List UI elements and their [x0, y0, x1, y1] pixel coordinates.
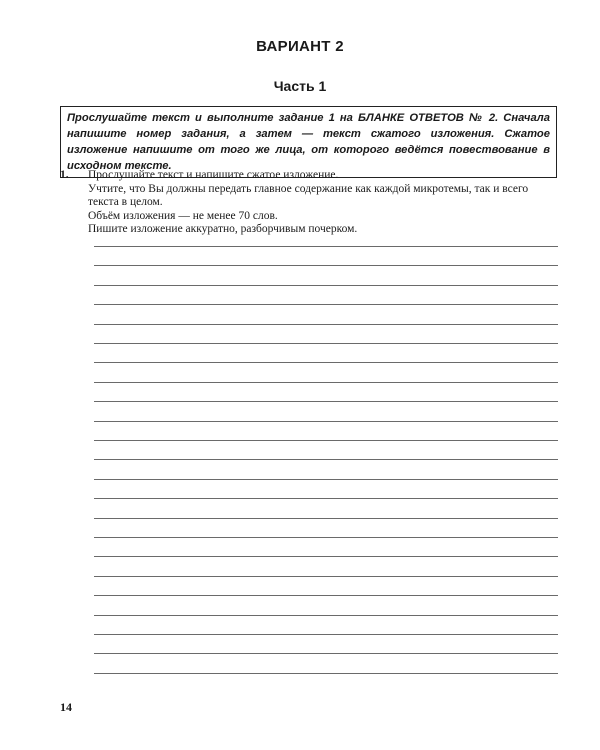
answer-line[interactable]: [94, 615, 558, 616]
task-line: Прослушайте текст и напишите сжатое изложение.: [88, 169, 339, 181]
instruction-text: Прослушайте текст и выполните задание 1 на БЛАНКЕ ОТВЕТОВ № 2. Сначала напишите номер задания, а затем — текст сжатого изложения. Сжатое изложение напишите от того же лица, от которого ведётся повествование в исходном тексте.: [67, 112, 550, 172]
answer-line[interactable]: [94, 518, 558, 519]
answer-line[interactable]: [94, 595, 558, 596]
answer-line[interactable]: [94, 498, 558, 499]
answer-line[interactable]: [94, 673, 558, 674]
answer-line[interactable]: [94, 479, 558, 480]
answer-line[interactable]: [94, 537, 558, 538]
task-body: [88, 169, 560, 237]
instruction-box: [60, 106, 557, 178]
answer-line[interactable]: [94, 324, 558, 325]
answer-line[interactable]: [94, 382, 558, 383]
task-1: [60, 169, 560, 237]
answer-line[interactable]: [94, 556, 558, 557]
answer-line[interactable]: [94, 421, 558, 422]
answer-line[interactable]: [94, 304, 558, 305]
page-number: 14: [60, 700, 72, 714]
answer-line[interactable]: [94, 265, 558, 266]
task-line: Объём изложения — не менее 70 слов.: [88, 209, 278, 222]
answer-line[interactable]: [94, 459, 558, 460]
answer-line[interactable]: [94, 440, 558, 441]
part-title: Часть 1: [273, 78, 327, 94]
task-line: Пишите изложение аккуратно, разборчивым почерком.: [88, 223, 358, 235]
answer-line[interactable]: [94, 576, 558, 577]
task-number: 1.: [60, 169, 69, 181]
answer-line[interactable]: [94, 653, 558, 654]
answer-line[interactable]: [94, 634, 558, 635]
variant-title: ВАРИАНТ 2: [256, 38, 344, 55]
answer-line[interactable]: [94, 343, 558, 344]
task-line: Учтите, что Вы должны передать главное содержание как каждой микротемы, так и всего текста в целом.: [88, 182, 529, 208]
answer-line[interactable]: [94, 285, 558, 286]
answer-line[interactable]: [94, 246, 558, 247]
answer-line[interactable]: [94, 401, 558, 402]
answer-line[interactable]: [94, 362, 558, 363]
